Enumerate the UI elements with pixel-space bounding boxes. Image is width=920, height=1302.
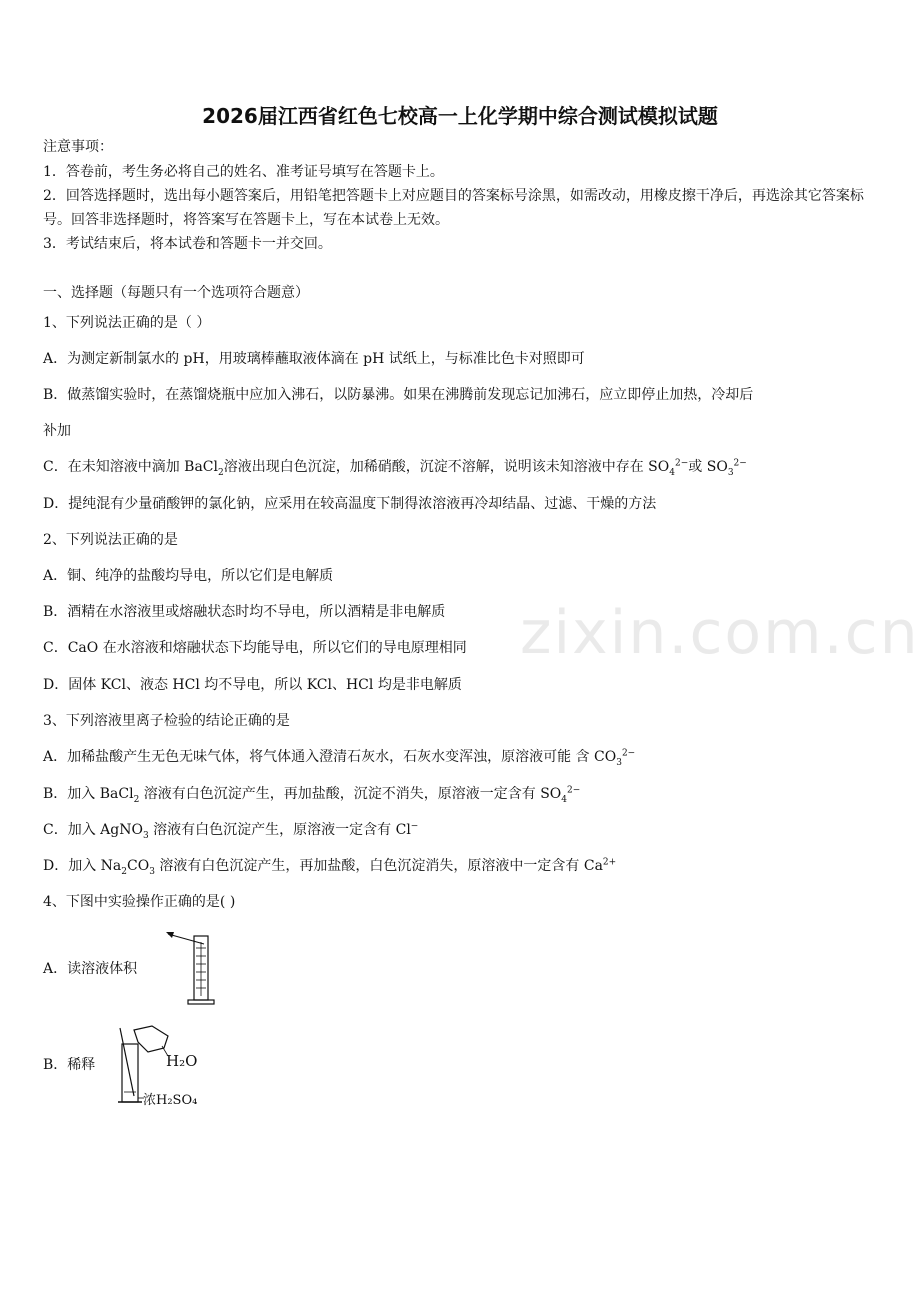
- page-title: 2026届江西省红色七校高一上化学期中综合测试模拟试题: [202, 104, 718, 128]
- question-1-option-a: A．为测定新制氯水的 pH，用玻璃棒蘸取液体滴在 pH 试纸上，与标准比色卡对照即可: [43, 351, 585, 367]
- eye-icon: [166, 932, 174, 938]
- notice-item-2: 2．回答选择题时，选出每小题答案后，用铅笔把答题卡上对应题目的答案标号涂黑，如需改动，用橡皮擦干净后，再选涂其它答案标号。回答非选择题时，将答案写在答题卡上，写在本试卷上无效。: [43, 188, 864, 228]
- question-1-option-b: B．做蒸馏实验时，在蒸馏烧瓶中应加入沸石，以防暴沸。如果在沸腾前发现忘记加沸石，应立即停止加热，冷却后: [43, 387, 754, 403]
- question-4-option-a: A．读溶液体积: [43, 961, 138, 977]
- question-4-option-b: B．稀释: [43, 1057, 96, 1073]
- question-1-option-c: C．在未知溶液中滴加 BaCl$_2$溶液出现白色沉淀，加稀硝酸，沉淀不溶解，说明该未知溶液中存在 $SO_4^{2-}$或 $SO_3^{2-}$: [43, 458, 747, 478]
- notice-item-1: 1．答卷前，考生务必将自己的姓名、准考证号填写在答题卡上。: [43, 164, 444, 180]
- question-3-option-c: C．加入 AgNO$_3$ 溶液有白色沉淀产生，原溶液一定含有 Cl−: [43, 821, 419, 841]
- question-2-stem: 2、下列说法正确的是: [43, 532, 178, 548]
- scale-marks: [196, 942, 206, 996]
- watermark: zixin.com.cn: [520, 598, 920, 668]
- question-4-stem: 4、下图中实验操作正确的是( ): [43, 894, 236, 910]
- question-2-option-a: A．铜、纯净的盐酸均导电，所以它们是电解质: [43, 568, 334, 584]
- question-1-option-d: D．提纯混有少量硝酸钾的氯化钠，应采用在较高温度下制得浓溶液再冷却结晶、过滤、干燥的方法: [43, 496, 657, 512]
- section-title: 一、选择题（每题只有一个选项符合题意）: [43, 285, 309, 301]
- graduated-cylinder-figure: [160, 928, 230, 1008]
- question-3-option-d: D．加入 $Na_2CO_3$ 溶液有白色沉淀产生，再加盐酸，白色沉淀消失，原溶液中一定含有 $Ca^{2+}$: [43, 857, 617, 877]
- question-1-option-b-cont: 补加: [43, 423, 71, 439]
- water-label: H₂O: [166, 1052, 198, 1070]
- question-3-stem: 3、下列溶液里离子检验的结论正确的是: [43, 713, 290, 729]
- notice-heading: 注意事项：: [43, 139, 113, 155]
- question-3-option-b: B．加入 BaCl$_2$ 溶液有白色沉淀产生，再加盐酸，沉淀不消失，原溶液一定含有 $SO_4^{2-}$: [43, 785, 581, 805]
- question-2-option-b: B．酒精在水溶液里或熔融状态时均不导电，所以酒精是非电解质: [43, 604, 446, 620]
- cylinder-base: [188, 1000, 214, 1004]
- notice-item-3: 3．考试结束后，将本试卷和答题卡一并交回。: [43, 236, 332, 252]
- question-2-option-c: C．CaO 在水溶液和熔融状态下均能导电，所以它们的导电原理相同: [43, 640, 467, 656]
- acid-label: 浓H₂SO₄: [143, 1093, 198, 1108]
- question-1-stem: 1、下列说法正确的是（ ）: [43, 315, 211, 331]
- question-2-option-d: D．固体 KCl、液态 HCl 均不导电，所以 KCl、HCl 均是非电解质: [43, 677, 462, 693]
- question-3-option-a: A．加稀盐酸产生无色无味气体，将气体通入澄清石灰水，石灰水变浑浊，原溶液可能 含 $CO_3^{2-}$: [43, 748, 636, 768]
- graduated-cylinder: [122, 1044, 138, 1102]
